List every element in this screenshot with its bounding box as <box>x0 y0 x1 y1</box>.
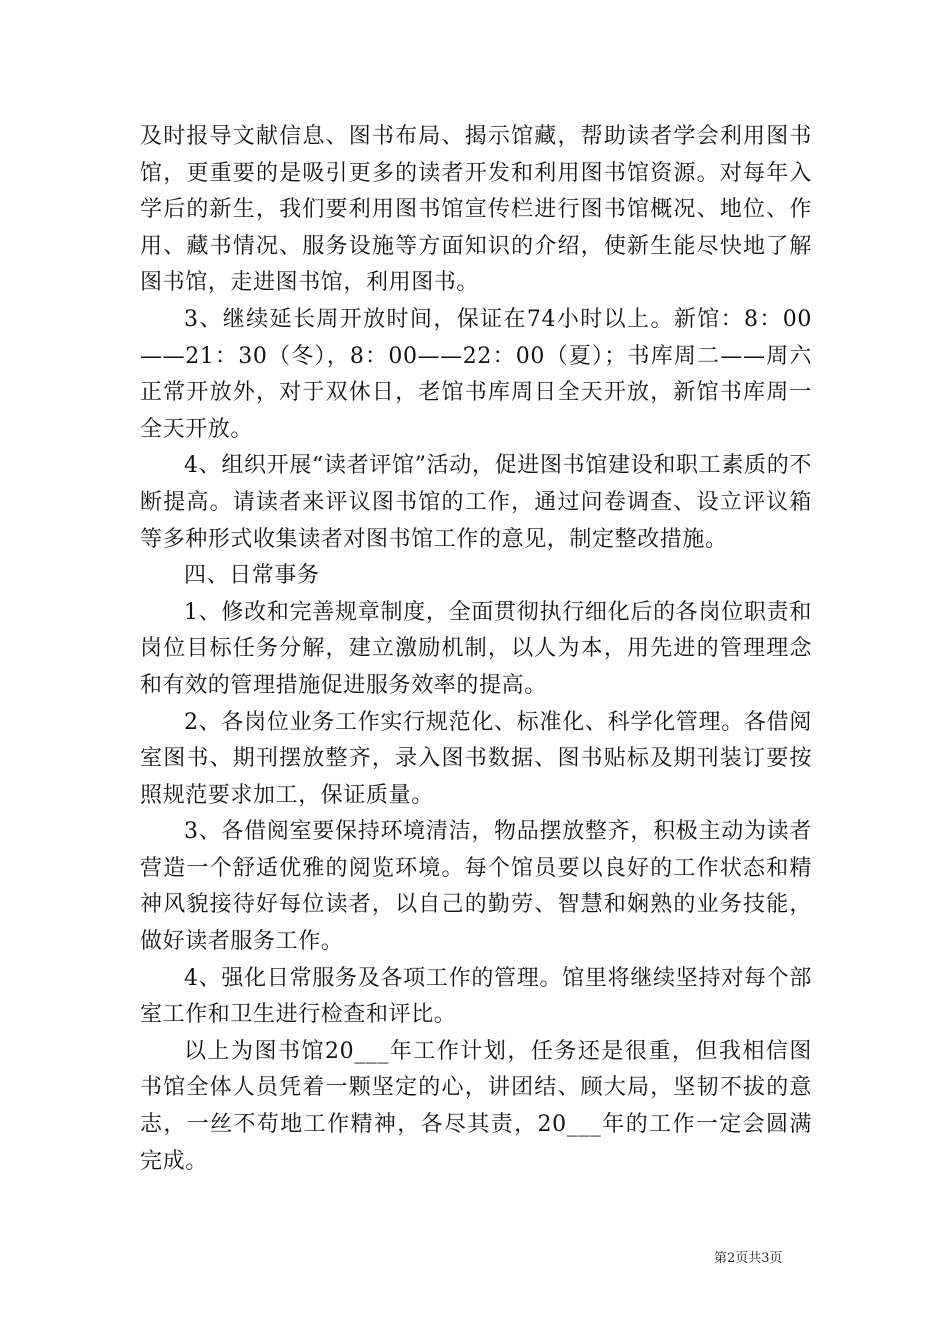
paragraph-conclusion: 以上为图书馆20___年工作计划，任务还是很重，但我相信图书馆全体人员凭着一颗坚定的心，讲团结、顾大局，坚韧不拔的意志，一丝不苟地工作精神，各尽其责，20___年的工作一定会圆满完成。 <box>140 1038 812 1174</box>
page-number-footer: 第2页共3页 <box>714 1251 783 1266</box>
paragraph-reading-room-environment: 3、各借阅室要保持环境清洁，物品摆放整齐，积极主动为读者营造一个舒适优雅的阅览环境。每个馆员要以良好的工作状态和精神风貌接待好每位读者，以自己的勤劳、智慧和娴熟的业务技能，做好读者服务工作。 <box>140 819 812 955</box>
paragraph-continuation: 及时报导文献信息、图书布局、揭示馆藏，帮助读者学会利用图书馆，更重要的是吸引更多的读者开发和利用图书馆资源。对每年入学后的新生，我们要利用图书馆宣传栏进行图书馆概况、地位、作用、藏书情况、服务设施等方面知识的介绍，使新生能尽快地了解图书馆，走进图书馆，利用图书。 <box>140 124 812 296</box>
paragraph-standardized-management: 2、各岗位业务工作实行规范化、标准化、科学化管理。各借阅室图书、期刊摆放整齐，录入图书数据、图书贴标及期刊装订要按照规范要求加工，保证质量。 <box>140 709 812 808</box>
section-heading-daily-affairs: 四、日常事务 <box>184 563 320 589</box>
paragraph-daily-service-management: 4、强化日常服务及各项工作的管理。馆里将继续坚持对每个部室工作和卫生进行检查和评比。 <box>140 965 812 1028</box>
paragraph-rules-revision: 1、修改和完善规章制度，全面贯彻执行细化后的各岗位职责和岗位目标任务分解，建立激励机制，以人为本，用先进的管理理念和有效的管理措施促进服务效率的提高。 <box>140 599 812 698</box>
paragraph-reader-evaluation: 4、组织开展“读者评馆”活动，促进图书馆建设和职工素质的不断提高。请读者来评议图书馆的工作，通过问卷调查、设立评议箱等多种形式收集读者对图书馆工作的意见，制定整改措施。 <box>140 453 812 552</box>
document-body <box>140 119 812 1180</box>
paragraph-opening-hours: 3、继续延长周开放时间，保证在74小时以上。新馆：8：00——21：30（冬），8：00——22：00（夏）；书库周二——周六正常开放外，对于双休日，老馆书库周日全天开放，新馆书库周一全天开放。 <box>140 306 812 442</box>
